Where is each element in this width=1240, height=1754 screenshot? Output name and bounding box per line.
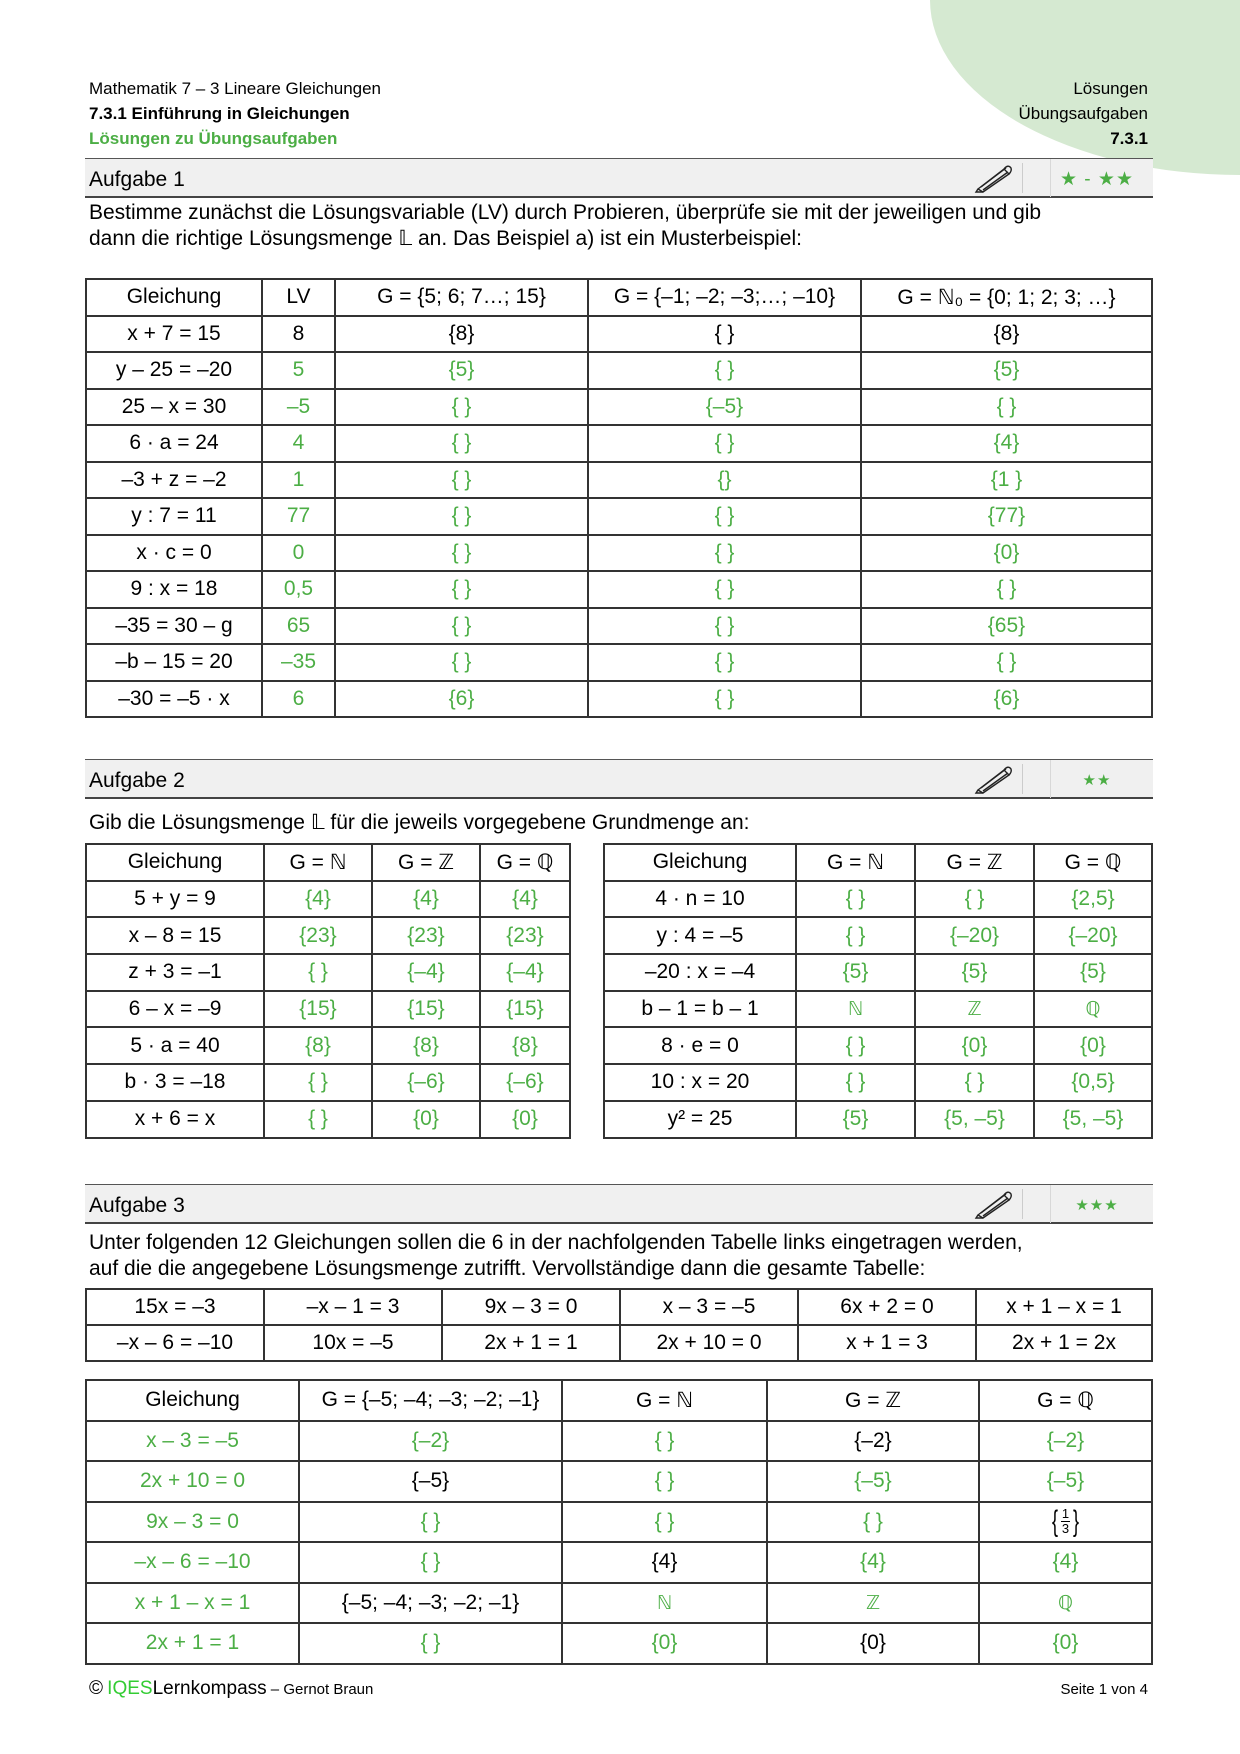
solution-set-cell: {0} [979,1623,1152,1664]
solution-set-cell: {5} [861,352,1152,389]
column-header: G = ℤ [767,1380,979,1421]
column-header: Gleichung [86,1380,299,1421]
table-row [86,1101,570,1138]
task2-table-right [603,843,1153,1139]
solution-set-cell: {4} [979,1542,1152,1583]
table-header-row [86,844,570,881]
solution-set-cell: {0} [562,1623,767,1664]
table-row [86,1461,1152,1502]
table-row [86,1502,1152,1543]
column-header: Gleichung [604,844,796,881]
solution-set-cell: { } [796,1027,915,1064]
header-label-solutions: Lösungen [1073,79,1148,98]
table-row [604,1101,1152,1138]
table-header-row [86,1380,1152,1421]
column-header: G = ℕ [562,1380,767,1421]
pencil-icon [974,764,1023,794]
column-header: LV [262,279,335,316]
table-row [86,1583,1152,1624]
solution-set-cell: {6} [861,681,1152,718]
solution-set-cell: ℤ [915,991,1034,1028]
equation-cell: x – 3 = –5 [86,1421,299,1462]
solution-set-cell: {65} [861,608,1152,645]
table-row [86,316,1152,353]
task3-instructions [89,1230,1023,1282]
task2-instructions: Gib die Lösungsmenge 𝕃 für die jeweils vorgegebene Grundmenge an: [89,811,750,834]
solution-set-cell: { } [915,881,1034,918]
solution-set-cell: {–20} [1034,917,1152,954]
column-header: G = ℚ [979,1380,1152,1421]
column-header: G = ℕ [264,844,372,881]
table-row [86,1289,1152,1325]
table-row [86,608,1152,645]
solution-set-cell: {2,5} [1034,881,1152,918]
pencil-icon [974,1189,1023,1219]
solution-variable-cell: –5 [262,389,335,426]
equation-cell: x – 8 = 15 [86,917,264,954]
divider [1050,760,1051,798]
solution-set-cell: { } [299,1502,562,1543]
equation-option: x – 3 = –5 [620,1289,798,1325]
equation-cell: 10 : x = 20 [604,1064,796,1101]
difficulty-stars: ★★★ [1075,1197,1119,1214]
solution-set-cell: ℕ [562,1583,767,1624]
column-header: G = {5; 6; 7…; 15} [335,279,588,316]
table-header-row [604,844,1152,881]
equation-cell: 9 : x = 18 [86,571,262,608]
solution-set-cell: {23} [264,917,372,954]
solution-set-cell: {} [588,462,861,499]
task1-instructions [89,200,1041,252]
solution-set-cell: { } [264,1064,372,1101]
equation-cell: –20 : x = –4 [604,954,796,991]
task3-title: Aufgabe 3 [89,1194,185,1217]
solution-variable-cell: 0 [262,535,335,572]
solution-set-cell: { } [562,1461,767,1502]
solution-set-cell: {4} [861,425,1152,462]
solution-set-cell: { } [335,571,588,608]
solution-set-cell: ℤ [767,1583,979,1624]
table-row [86,644,1152,681]
solution-set-cell: { } [562,1421,767,1462]
difficulty-stars: ★ - ★★ [1060,169,1134,190]
solution-set-cell: { } [264,1101,372,1138]
document-header [89,76,381,151]
solution-set-cell: { } [796,917,915,954]
solution-set-cell: {5, –5} [915,1101,1034,1138]
equation-cell: x + 6 = x [86,1101,264,1138]
solution-set-cell: {23} [372,917,480,954]
fraction-denominator: 3 [1061,1521,1070,1537]
table-row [86,462,1152,499]
table-row [86,1064,570,1101]
solution-set-cell: { } [335,425,588,462]
solution-variable-cell: 6 [262,681,335,718]
equation-cell: –b – 15 = 20 [86,644,262,681]
equation-cell: 5 · a = 40 [86,1027,264,1064]
task1-header [85,158,1153,198]
solution-set-cell: {5} [1034,954,1152,991]
solution-set-cell: {4} [767,1542,979,1583]
solution-set-cell: {–6} [372,1064,480,1101]
subtitle: Lösungen zu Übungsaufgaben [89,129,338,148]
table-row [86,425,1152,462]
solution-set-cell: {8} [335,316,588,353]
equation-cell: b – 1 = b – 1 [604,991,796,1028]
solution-set-cell: { } [588,352,861,389]
footer [89,1678,373,1700]
solution-set-cell: { } [861,644,1152,681]
equation-option: x + 1 = 3 [798,1325,976,1361]
solution-set-cell: { } [861,389,1152,426]
solution-set-cell: { } [588,498,861,535]
equation-cell: 25 – x = 30 [86,389,262,426]
table-row [86,352,1152,389]
equation-cell: 6 · a = 24 [86,425,262,462]
solution-set-cell: {–5} [979,1461,1152,1502]
solution-variable-cell: –35 [262,644,335,681]
solution-set-cell: {–20} [915,917,1034,954]
solution-set-cell: { } [335,644,588,681]
brand-iqes: IQES [107,1678,153,1699]
solution-set-cell: {8} [264,1027,372,1064]
solution-set-cell: {1 } [861,462,1152,499]
equation-cell: 9x – 3 = 0 [86,1502,299,1543]
equation-cell: z + 3 = –1 [86,954,264,991]
copyright-symbol: © [89,1678,103,1699]
equation-cell: 5 + y = 9 [86,881,264,918]
table-row [86,954,570,991]
column-header: G = {–5; –4; –3; –2; –1} [299,1380,562,1421]
column-header: G = ℤ [372,844,480,881]
equation-cell: y : 4 = –5 [604,917,796,954]
table-row [604,1027,1152,1064]
header-label-exercises: Übungsaufgaben [1018,104,1148,123]
column-header: Gleichung [86,279,262,316]
solution-set-cell: {5} [915,954,1034,991]
solution-set-cell: {0} [767,1623,979,1664]
column-header: G = ℚ [480,844,570,881]
solution-set-cell: { } [264,954,372,991]
solution-set-cell: {0} [372,1101,480,1138]
task2-header [85,759,1153,799]
instruction-line: Unter folgenden 12 Gleichungen sollen die 6 in der nachfolgenden Tabelle links eingetragen werden, [89,1231,1023,1254]
equation-cell: x + 7 = 15 [86,316,262,353]
solution-variable-cell: 8 [262,316,335,353]
solution-set-cell: {0,5} [1034,1064,1152,1101]
solution-set-cell: {–5} [299,1461,562,1502]
solution-set-cell: {–6} [480,1064,570,1101]
equation-cell: 8 · e = 0 [604,1027,796,1064]
solution-set-cell: {15} [372,991,480,1028]
column-header: G = ℕ [796,844,915,881]
equation-option: 2x + 1 = 2x [976,1325,1152,1361]
solution-set-cell [979,1502,1152,1543]
solution-set-cell: {4} [264,881,372,918]
equation-cell: y² = 25 [604,1101,796,1138]
equation-cell: –x – 6 = –10 [86,1542,299,1583]
table-row [86,917,570,954]
table-row [86,1325,1152,1361]
equation-option: –x – 1 = 3 [264,1289,442,1325]
solution-set-cell: {–2} [767,1421,979,1462]
solution-set-cell: {5, –5} [1034,1101,1152,1138]
table-row [604,954,1152,991]
solution-set-cell: {6} [335,681,588,718]
table-row [604,991,1152,1028]
difficulty-stars: ★★ [1082,772,1112,789]
solution-set-cell: {8} [480,1027,570,1064]
solution-set-cell: { } [588,644,861,681]
equation-option: 2x + 1 = 1 [442,1325,620,1361]
solution-set-cell: {0} [1034,1027,1152,1064]
task3-table [85,1379,1153,1665]
solution-set-cell: { } [588,316,861,353]
solution-set-cell: { } [335,462,588,499]
table-row [86,1421,1152,1462]
solution-set-cell: { } [335,389,588,426]
fraction-numerator: 1 [1061,1506,1070,1522]
solution-set-cell: {5} [335,352,588,389]
solution-set-cell: { } [299,1542,562,1583]
solution-variable-cell: 77 [262,498,335,535]
equation-option: 10x = –5 [264,1325,442,1361]
solution-set-cell: ℚ [1034,991,1152,1028]
solution-set-cell: { } [335,535,588,572]
solution-set-cell: {0} [915,1027,1034,1064]
solution-set-cell: {–5; –4; –3; –2; –1} [299,1583,562,1624]
table-row [86,535,1152,572]
solution-set-cell: {4} [372,881,480,918]
course-title: Mathematik 7 – 3 Lineare Gleichungen [89,79,382,98]
solution-variable-cell: 1 [262,462,335,499]
brand-lernkompass: Lernkompass [152,1678,267,1699]
solution-set-cell: {4} [480,881,570,918]
table-row [86,881,570,918]
solution-set-cell: {77} [861,498,1152,535]
equation-cell: –35 = 30 – g [86,608,262,645]
equation-cell: 2x + 10 = 0 [86,1461,299,1502]
fraction-set: { $\frac{1}{3}$ } [1051,1504,1080,1538]
solution-set-cell: { } [299,1623,562,1664]
equation-cell: 2x + 1 = 1 [86,1623,299,1664]
task3-header [85,1184,1153,1224]
solution-set-cell: ℚ [979,1583,1152,1624]
divider [1050,159,1051,197]
task1-table [85,278,1153,718]
column-header: Gleichung [86,844,264,881]
equation-option: –x – 6 = –10 [86,1325,264,1361]
solution-set-cell: ℕ [796,991,915,1028]
task3-equation-pool [85,1288,1153,1362]
solution-variable-cell: 5 [262,352,335,389]
equation-cell: x + 1 – x = 1 [86,1583,299,1624]
solution-set-cell: { } [335,498,588,535]
equation-option: 6x + 2 = 0 [798,1289,976,1325]
solution-set-cell: { } [767,1502,979,1543]
solution-set-cell: {4} [562,1542,767,1583]
solution-variable-cell: 65 [262,608,335,645]
solution-set-cell: {–2} [299,1421,562,1462]
solution-set-cell: { } [588,535,861,572]
solution-set-cell: { } [796,1064,915,1101]
equation-cell: b · 3 = –18 [86,1064,264,1101]
page-number: Seite 1 von 4 [1060,1681,1148,1698]
solution-set-cell: {8} [372,1027,480,1064]
table-row [86,1027,570,1064]
solution-set-cell: {–4} [480,954,570,991]
task2-table-left [85,843,571,1139]
instruction-line: auf die die angegebene Lösungsmenge zutrifft. Vervollständige dann die gesamte Tabelle: [89,1257,926,1280]
solution-set-cell: { } [588,571,861,608]
column-header: G = ℕ₀ = {0; 1; 2; 3; …} [861,279,1152,316]
table-row [604,881,1152,918]
equation-cell: 6 – x = –9 [86,991,264,1028]
instruction-line: dann die richtige Lösungsmenge 𝕃 an. Das Beispiel a) ist ein Musterbeispiel: [89,227,802,250]
solution-set-cell: {5} [796,1101,915,1138]
solution-set-cell: {–2} [979,1421,1152,1462]
column-header: G = ℚ [1034,844,1152,881]
solution-set-cell: { } [796,881,915,918]
table-row [86,1542,1152,1583]
table-row [86,571,1152,608]
solution-set-cell: { } [588,681,861,718]
table-row [604,917,1152,954]
solution-set-cell: {15} [480,991,570,1028]
table-header-row [86,279,1152,316]
author: – Gernot Braun [266,1681,374,1698]
table-row [86,1623,1152,1664]
table-row [86,389,1152,426]
equation-cell: y – 25 = –20 [86,352,262,389]
task2-title: Aufgabe 2 [89,769,185,792]
instruction-line: Bestimme zunächst die Lösungsvariable (LV) durch Probieren, überprüfe sie mit der jeweiligen und gib [89,201,1042,224]
solution-set-cell: { } [335,608,588,645]
equation-option: 9x – 3 = 0 [442,1289,620,1325]
solution-set-cell: {0} [480,1101,570,1138]
solution-set-cell: {8} [861,316,1152,353]
solution-set-cell: {5} [796,954,915,991]
table-row [86,991,570,1028]
solution-set-cell: { } [562,1502,767,1543]
pencil-icon [974,163,1023,193]
equation-cell: –3 + z = –2 [86,462,262,499]
solution-set-cell: {–4} [372,954,480,991]
table-row [86,681,1152,718]
equation-cell: x · c = 0 [86,535,262,572]
solution-set-cell: {23} [480,917,570,954]
equation-option: x + 1 – x = 1 [976,1289,1152,1325]
document-header-right [1018,76,1148,151]
solution-set-cell: {–5} [767,1461,979,1502]
solution-variable-cell: 4 [262,425,335,462]
equation-option: 15x = –3 [86,1289,264,1325]
solution-set-cell: { } [915,1064,1034,1101]
task1-title: Aufgabe 1 [89,168,185,191]
column-header: G = ℤ [915,844,1034,881]
table-row [604,1064,1152,1101]
equation-option: 2x + 10 = 0 [620,1325,798,1361]
divider [1050,1185,1051,1223]
section-title: 7.3.1 Einführung in Gleichungen [89,104,350,123]
equation-cell: 4 · n = 10 [604,881,796,918]
solution-set-cell: {15} [264,991,372,1028]
solution-set-cell: {0} [861,535,1152,572]
column-header: G = {–1; –2; –3;…; –10} [588,279,861,316]
equation-cell: –30 = –5 · x [86,681,262,718]
solution-set-cell: { } [861,571,1152,608]
solution-set-cell: { } [588,608,861,645]
header-section-number: 7.3.1 [1110,129,1148,148]
solution-variable-cell: 0,5 [262,571,335,608]
solution-set-cell: { } [588,425,861,462]
table-row [86,498,1152,535]
equation-cell: y : 7 = 11 [86,498,262,535]
solution-set-cell: {–5} [588,389,861,426]
